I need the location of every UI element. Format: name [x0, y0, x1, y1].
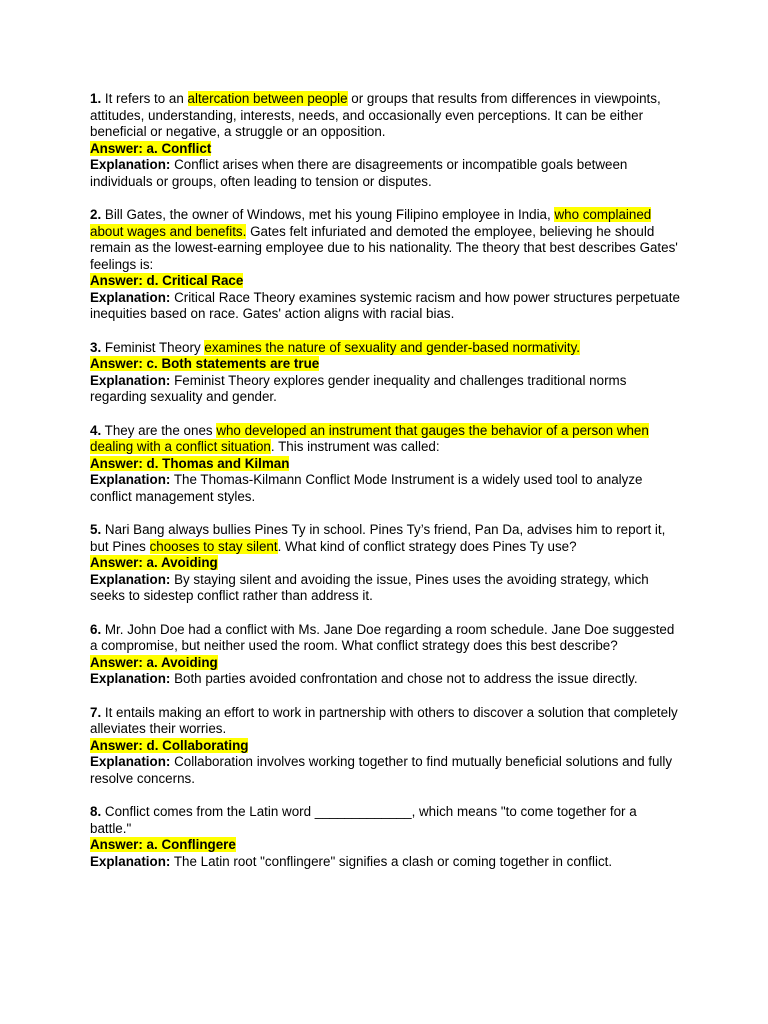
explanation	[90, 290, 680, 323]
question-text	[90, 705, 680, 738]
question-text	[90, 622, 680, 655]
explanation-label: Explanation:	[90, 157, 171, 172]
explanation-label: Explanation:	[90, 571, 171, 587]
question-number: 1.	[90, 91, 102, 106]
explanation	[90, 373, 680, 406]
explanation	[90, 157, 680, 190]
question-number: 8.	[90, 804, 102, 819]
question-text	[90, 91, 680, 141]
question-text-segment: Feminist Theory	[101, 339, 205, 355]
explanation-text: Feminist Theory explores gender inequality and challenges traditional norms regarding sexuality and gender.	[90, 372, 627, 404]
highlighted-text: examines the nature of sexuality and gender-based normativity.	[204, 339, 581, 355]
question-2	[90, 207, 680, 323]
answer-label: Answer: d. Critical Race	[90, 273, 244, 288]
explanation-text: By staying silent and avoiding the issue, Pines uses the avoiding strategy, which seeks to sidestep conflict rather than address it.	[90, 571, 649, 603]
answer-label: Answer: a. Avoiding	[90, 654, 218, 670]
explanation	[90, 472, 680, 505]
question-4	[90, 423, 680, 506]
question-text	[90, 207, 680, 273]
explanation-text: Critical Race Theory examines systemic racism and how power structures perpetuate inequities based on race. Gates' action aligns with racial bias.	[90, 289, 680, 321]
highlighted-text: who complained about wages and benefits.	[90, 207, 652, 239]
question-text-segment: Nari Bang always bullies Pines Ty in school. Pines Ty’s friend, Pan Da, advises him to report it, but Pines	[90, 522, 666, 554]
question-text-segment: They are the ones	[101, 422, 217, 438]
question-6	[90, 622, 680, 688]
question-number: 7.	[90, 704, 102, 720]
question-text-segment: Bill Gates, the owner of Windows, met his young Filipino employee in India,	[101, 207, 555, 222]
question-text-segment: . This instrument was called:	[270, 439, 440, 454]
answer-label: Answer: d. Collaborating	[90, 737, 249, 753]
answer-label: Answer: a. Conflingere	[90, 837, 236, 852]
question-text-segment: It entails making an effort to work in partnership with others to discover a solution that completely alleviates their worries.	[90, 704, 678, 736]
answer-label: Answer: a. Avoiding	[90, 555, 218, 570]
question-7	[90, 705, 680, 788]
question-text	[90, 522, 680, 555]
question-text-segment: Gates felt infuriated and demoted the employee, believing he should remain as the lowest-earning employee due to his nationality. The theory that best describes Gates' feelings is:	[90, 223, 678, 272]
highlighted-text: chooses to stay silent	[149, 538, 278, 554]
explanation	[90, 754, 680, 787]
question-number: 4.	[90, 422, 102, 438]
question-number: 2.	[90, 207, 102, 222]
explanation-text: The Thomas-Kilmann Conflict Mode Instrument is a widely used tool to analyze conflict management styles.	[90, 472, 643, 504]
highlighted-text: altercation between people	[187, 91, 348, 106]
explanation	[90, 572, 680, 605]
question-text-segment: or groups that results from differences in viewpoints, attitudes, understanding, interests, needs, and occasionally even perceptions. It can be either beneficial or negative, a struggle or an opposition.	[90, 91, 661, 139]
explanation	[90, 854, 680, 871]
question-text-segment: . What kind of conflict strategy does Pines Ty use?	[277, 538, 577, 554]
explanation	[90, 671, 680, 688]
explanation-text: Conflict arises when there are disagreements or incompatible goals between individuals or groups, often leading to tension or disputes.	[90, 157, 628, 189]
highlighted-text: who developed an instrument that gauges the behavior of a person when dealing with a conflict situation	[90, 422, 649, 454]
explanation-label: Explanation:	[90, 671, 171, 686]
question-text-segment: Conflict comes from the Latin word _____________, which means "to come together for a battle."	[90, 804, 637, 836]
explanation-label: Explanation:	[90, 853, 171, 869]
question-text	[90, 423, 680, 456]
question-3	[90, 340, 680, 406]
explanation-text: Both parties avoided confrontation and chose not to address the issue directly.	[170, 671, 638, 686]
question-number: 5.	[90, 522, 102, 537]
explanation-label: Explanation:	[90, 472, 171, 487]
question-list	[90, 91, 680, 887]
explanation-label: Explanation:	[90, 754, 171, 769]
answer-label: Answer: a. Conflict	[90, 140, 212, 156]
answer-label: Answer: d. Thomas and Kilman	[90, 455, 290, 471]
question-5	[90, 522, 680, 605]
explanation-label: Explanation:	[90, 289, 171, 305]
explanation-text: Collaboration involves working together to find mutually beneficial solutions and fully resolve concerns.	[90, 754, 673, 786]
explanation-text: The Latin root "conflingere" signifies a clash or coming together in conflict.	[170, 853, 613, 869]
question-8	[90, 804, 680, 870]
question-number: 6.	[90, 621, 102, 637]
question-1	[90, 91, 680, 190]
question-text	[90, 804, 680, 837]
explanation-label: Explanation:	[90, 372, 171, 388]
question-text	[90, 340, 680, 357]
question-text-segment: Mr. John Doe had a conflict with Ms. Jane Doe regarding a room schedule. Jane Doe suggested a compromise, but neither used the room. What conflict strategy does this best describe?	[90, 621, 675, 653]
question-number: 3.	[90, 339, 102, 355]
question-text-segment: It refers to an	[101, 91, 188, 106]
answer-label: Answer: c. Both statements are true	[90, 356, 320, 371]
